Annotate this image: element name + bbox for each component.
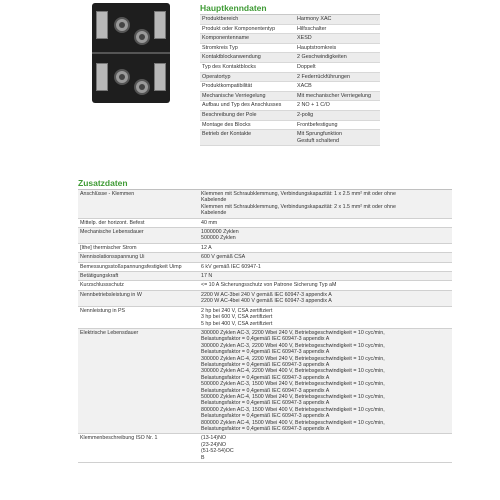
value-line: Belastungsfaktor = 0,4gemäß IEC 60947-3 appendix A: [201, 374, 330, 381]
row-value: [297, 93, 380, 100]
key-data-row: [200, 63, 380, 73]
row-label: Operatortyp: [202, 73, 231, 80]
key-data-row: [200, 101, 380, 111]
row-value: [297, 102, 380, 109]
value-line: Klemmen mit Schraubklemmung, Verbindungskapazität: 2 x 1.5 mm² mit oder ohne: [201, 203, 396, 210]
row-label: Typ des Kontaktblocks: [202, 63, 256, 70]
value-line: 300000 Zyklen AC-4, 2200 Wbei 240 V, Betriebsgeschwindigkeit = 10 cyc/min,: [201, 355, 385, 362]
additional-data-table: [78, 189, 452, 463]
row-label: Kontaktblockanwendung: [202, 54, 261, 61]
row-label: Montage des Blocks: [202, 121, 251, 128]
row-label: Mittelp. der horizont. Befest: [80, 219, 145, 226]
value-line: 500000 Zyklen AC-3, 1500 Wbei 240 V, Betriebsgeschwindigkeit = 10 cyc/min,: [201, 381, 385, 388]
value-line: Kabelende: [201, 197, 227, 204]
key-data-row: [200, 92, 380, 102]
additional-data-row: [78, 291, 452, 307]
row-value: [201, 191, 452, 217]
value-line: Mit Sprungfunktion: [297, 131, 342, 138]
value-line: 40 mm: [201, 219, 218, 226]
additional-data-row: [78, 228, 452, 244]
additional-data-row: [78, 434, 452, 463]
value-line: B: [201, 454, 205, 461]
additional-data-row: [78, 244, 452, 253]
additional-data-title: Zusatzdaten: [78, 178, 128, 188]
value-line: 2 hp bei 240 V, CSA zertifiziert: [201, 307, 273, 314]
value-line: 2 NO + 1 C/O: [297, 102, 330, 109]
row-value: [201, 273, 452, 279]
row-value: [297, 16, 380, 23]
additional-data-row: [78, 329, 452, 435]
row-value: [297, 112, 380, 119]
row-value: [201, 229, 452, 242]
value-line: 300000 Zyklen AC-4, 2200 Wbei 400 V, Betriebsgeschwindigkeit = 10 cyc/min,: [201, 368, 385, 375]
value-line: Hilfsschalter: [297, 25, 327, 32]
key-data-row: [200, 121, 380, 131]
row-label: Nennisolationsspannung Ui: [80, 254, 145, 261]
value-line: (13-14)NO: [201, 435, 227, 442]
key-data-row: [200, 15, 380, 25]
value-line: (51-52-54)OC: [201, 448, 234, 455]
row-value: [201, 435, 452, 461]
row-label: Produkt oder Komponententyp: [202, 25, 276, 32]
value-line: 1000000 Zyklen: [201, 229, 239, 236]
row-value: [297, 122, 380, 129]
product-image: [92, 3, 170, 103]
row-label: Mechanische Lebensdauer: [80, 229, 144, 236]
row-value: [297, 74, 380, 81]
value-line: Belastungsfaktor = 0,4gemäß IEC 60947-3 appendix A: [201, 336, 330, 343]
row-label: [Ithe] thermischer Strom: [80, 244, 137, 251]
additional-data-row: [78, 263, 452, 272]
row-label: Stromkreis Typ: [202, 44, 238, 51]
key-data-row: [200, 111, 380, 121]
key-data-row: [200, 130, 380, 146]
row-label: Komponentenname: [202, 35, 250, 42]
row-value: [201, 308, 452, 327]
row-value: [297, 45, 380, 52]
additional-data-row: [78, 219, 452, 228]
additional-data-row: [78, 190, 452, 219]
value-line: 5 hp bei 400 V, CSA zertifiziert: [201, 320, 273, 327]
key-data-row: [200, 53, 380, 63]
row-label: Nennbetriebsleistung in W: [80, 291, 142, 298]
key-data-table: [200, 14, 380, 146]
value-line: Harmony XAC: [297, 16, 332, 22]
value-line: 2200 W AC-3bei 240 V gemäß IEC 60947-3 appendix A: [201, 291, 332, 298]
key-data-title: Hauptkenndaten: [200, 3, 267, 13]
row-label: Beschreibung der Pole: [202, 111, 257, 118]
additional-data-row: [78, 307, 452, 329]
additional-data-row: [78, 272, 452, 281]
value-line: 2200 W AC-4bei 400 V gemäß IEC 60947-3 appendix A: [201, 298, 332, 305]
row-label: Bemessungsstoßspannungsfestigkeit Uimp: [80, 263, 182, 270]
value-line: 2 Geschwindigkeiten: [297, 54, 347, 61]
row-label: Nennleistung in PS: [80, 307, 126, 314]
row-value: [201, 245, 452, 251]
additional-data-row: [78, 281, 452, 290]
value-line: 800000 Zyklen AC-3, 1500 Wbei 400 V, Betriebsgeschwindigkeit = 10 cyc/min,: [201, 406, 385, 413]
key-data-row: [200, 44, 380, 54]
row-label: Klemmenbeschreibung ISO Nr. 1: [80, 435, 158, 442]
row-value: [297, 131, 380, 145]
value-line: <= 10 A Sicherungsschutz von Patrone Sicherung Typ aM: [201, 282, 337, 289]
value-line: 6 kV gemäß IEC 60947-1: [201, 263, 261, 270]
value-line: Doppelt: [297, 63, 316, 70]
additional-data-row: [78, 253, 452, 262]
key-data-row: [200, 82, 380, 92]
value-line: Frontbefestigung: [297, 121, 338, 128]
value-line: 800000 Zyklen AC-4, 1500 Wbei 400 V, Betriebsgeschwindigkeit = 10 cyc/min,: [201, 419, 385, 426]
value-line: Belastungsfaktor = 0,4gemäß IEC 60947-3 appendix A: [201, 426, 330, 432]
value-line: XACB: [297, 83, 312, 90]
value-line: 300000 Zyklen AC-3, 2200 Wbei 400 V, Betriebsgeschwindigkeit = 10 cyc/min,: [201, 342, 385, 349]
row-label: Mechanische Verriegelung: [202, 92, 266, 99]
value-line: 300000 Zyklen AC-3, 2200 Wbei 240 V, Betriebsgeschwindigkeit = 10 cyc/min,: [201, 329, 385, 336]
value-line: 12 A: [201, 244, 212, 251]
value-line: Mit mechanischer Verriegelung: [297, 92, 372, 99]
row-value: [201, 264, 452, 270]
key-data-row: [200, 34, 380, 44]
value-line: (23-24)NO: [201, 441, 227, 448]
row-value: [297, 35, 380, 42]
row-value: [201, 220, 452, 226]
row-value: [297, 83, 380, 90]
value-line: 500000 Zyklen AC-4, 1500 Wbei 240 V, Betriebsgeschwindigkeit = 10 cyc/min,: [201, 393, 385, 400]
key-data-row: [200, 73, 380, 83]
value-line: XESD: [297, 35, 312, 42]
value-line: 3 hp bei 600 V, CSA zertifiziert: [201, 314, 273, 321]
row-label: Produktbereich: [202, 16, 239, 22]
row-label: Aufbau und Typ des Anschlusses: [202, 102, 282, 109]
row-label: Betätigungskraft: [80, 273, 119, 280]
value-line: Klemmen mit Schraubklemmung, Verbindungskapazität: 1 x 2.5 mm² mit oder ohne: [201, 191, 396, 197]
value-line: Belastungsfaktor = 0,4gemäß IEC 60947-3 appendix A: [201, 400, 330, 407]
row-value: [297, 26, 380, 33]
key-data-row: [200, 25, 380, 35]
value-line: Belastungsfaktor = 0,4gemäß IEC 60947-3 appendix A: [201, 387, 330, 394]
value-line: Belastungsfaktor = 0,4gemäß IEC 60947-3 appendix A: [201, 349, 330, 356]
value-line: Kabelende: [201, 210, 227, 217]
row-label: Produktkompatibilität: [202, 83, 253, 90]
value-line: 600 V gemäß CSA: [201, 254, 246, 261]
row-value: [297, 64, 380, 71]
row-value: [201, 330, 452, 433]
value-line: Belastungsfaktor = 0,4gemäß IEC 60947-3 appendix A: [201, 413, 330, 420]
row-value: [201, 292, 452, 305]
row-value: [297, 54, 380, 61]
value-line: Hauptstromkreis: [297, 44, 337, 51]
row-value: [201, 254, 452, 260]
value-line: 17 N: [201, 273, 213, 280]
value-line: 500000 Zyklen: [201, 235, 236, 242]
value-line: Belastungsfaktor = 0,4gemäß IEC 60947-3 appendix A: [201, 361, 330, 368]
value-line: Gestuft schaltend: [297, 138, 339, 145]
row-label: Kurzschlussschutz: [80, 282, 124, 289]
value-line: 2 Federrückführungen: [297, 73, 351, 80]
row-value: [201, 282, 452, 288]
value-line: 2-polig: [297, 111, 314, 118]
row-label: Betrieb der Kontakte: [202, 131, 252, 138]
row-label: Elektrische Lebensdauer: [80, 329, 139, 336]
row-label: Anschlüsse - Klemmen: [80, 191, 135, 197]
